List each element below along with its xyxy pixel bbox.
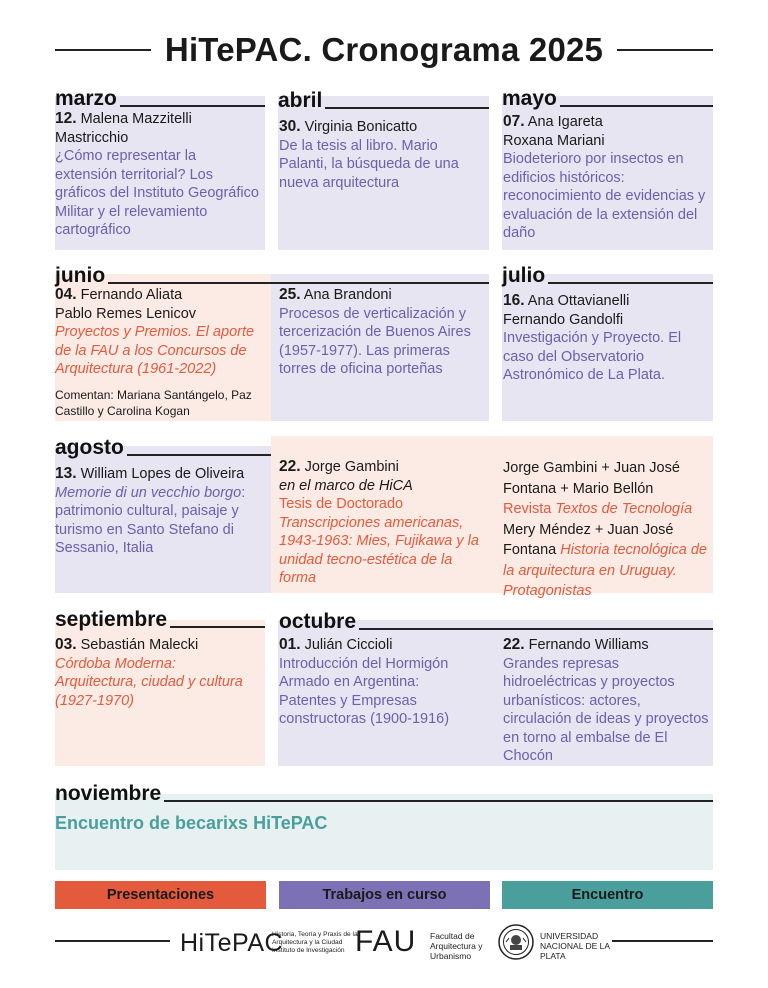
entry-author: Ana Igareta [527, 114, 603, 130]
month-label: noviembre [55, 782, 162, 805]
entry-date: 22. [279, 458, 301, 475]
unlp-seal-icon [498, 924, 534, 960]
entry-title: Córdoba Moderna: Arquitectura, ciudad y cultura (1927-1970) [55, 655, 243, 709]
entry-agosto-13 [55, 465, 267, 558]
entry-junio-25 [279, 286, 484, 379]
legend-encuentro: Encuentro [502, 881, 713, 909]
entry-date: 01. [279, 636, 301, 653]
entry-author-2: Pablo Remes Lenicov [55, 305, 197, 322]
month-header-marzo [55, 85, 265, 109]
entry-author: Jorge Gambini + Juan José Fontana + Mario Bellón [503, 460, 680, 497]
legend-trabajos: Trabajos en curso [279, 881, 490, 909]
entry-title: Transcripciones americanas, 1943-1963: Mies, Fujikawa y la unidad tecno-estética de la forma [279, 514, 479, 586]
entry-date: 13. [55, 465, 77, 482]
entry-journal: Textos de Tecnología [555, 501, 693, 517]
entry-author: Ana Ottavianelli [527, 293, 630, 309]
unlp-logo-text: UNIVERSIDAD NACIONAL DE LA PLATA [540, 931, 610, 961]
entry-abril-30 [279, 118, 484, 192]
entry-date: 03. [55, 636, 77, 653]
entry-title: De la tesis al libro. Mario Palanti, la búsqueda de una nueva arquitectura [279, 137, 459, 191]
entry-title: : patrimonio cultural, paisaje y turismo en Santo Stefano di Sessanio, Italia [55, 484, 246, 556]
entry-title: Proyectos y Premios. El aporte de la FAU a los Concursos de Arquitectura (1961-2022) [55, 324, 255, 377]
entry-noviembre: Encuentro de becarixs HiTePAC [55, 813, 328, 833]
entry-junio-04 [55, 286, 271, 419]
month-header-julio [502, 262, 713, 286]
fau-logo: FAU [355, 925, 417, 958]
entry-note: Comentan: Mariana Santángelo, Paz Castillo y Carolina Kogan [55, 387, 252, 418]
entry-title: Historia tecnológica de la arquitectura en Uruguay. Protagonistas [503, 542, 707, 599]
entry-title: Grandes represas hidroeléctricas y proyectos urbanísticos: actores, circulación de ideas y proyectos en torno al embalse de El Chocón [503, 655, 709, 764]
entry-author-2: Mery Méndez + Juan José Fontana [503, 521, 674, 558]
entry-title: Introducción del Hormigón Armado en Argentina: Patentes y Empresas constructoras (1900-1916) [279, 655, 450, 727]
month-header-noviembre [55, 780, 713, 804]
footer-rule-left [55, 940, 170, 942]
month-label: julio [502, 264, 546, 287]
entry-author: Jorge Gambini [304, 459, 399, 475]
entry-author: Sebastián Malecki [80, 637, 199, 653]
month-label: septiembre [55, 608, 168, 631]
month-header-octubre [279, 608, 713, 632]
entry-label: Revista [503, 501, 552, 517]
month-label: agosto [55, 436, 124, 459]
month-header-septiembre [55, 606, 265, 630]
entry-mayo-07 [503, 113, 711, 243]
entry-title: Investigación y Proyecto. El caso del Observatorio Astronómico de La Plata. [503, 330, 682, 383]
entry-author: Fernando Aliata [80, 287, 183, 303]
month-header-mayo [502, 85, 713, 109]
entry-label: Tesis de Doctorado [279, 496, 404, 512]
title-rule-right [617, 49, 713, 51]
page-title: HiTePAC. Cronograma 2025 [164, 31, 604, 68]
entry-title: Procesos de verticalización y tercerización de Buenos Aires (1957-1977). Las primeras torres de oficina porteñas [279, 305, 471, 377]
entry-title-italic: Memorie di un vecchio borgo [55, 484, 242, 501]
entry-context: en el marco de HiCA [279, 477, 413, 494]
entry-julio-16 [503, 292, 708, 385]
entry-title: ¿Cómo representar la extensión territorial? Los gráficos del Instituto Geográfico Militar y el relevamiento cartográfico [55, 148, 259, 238]
entry-author: William Lopes de Oliveira [80, 466, 245, 482]
entry-date: 04. [55, 286, 77, 303]
entry-author: Ana Brandoni [303, 287, 392, 303]
entry-author: Virginia Bonicatto [304, 119, 418, 135]
entry-agosto-revista [503, 458, 713, 602]
entry-date: 30. [279, 118, 301, 135]
entry-octubre-01 [279, 636, 479, 729]
month-header-agosto [55, 434, 271, 458]
legend-presentaciones: Presentaciones [55, 881, 266, 909]
footer-rule-right [612, 940, 713, 942]
month-label: junio [55, 264, 106, 287]
entry-marzo-12 [55, 110, 260, 240]
entry-title: Biodeterioro por insectos en edificios históricos: reconocimiento de evidencias y evaluación de la extensión del daño [503, 151, 706, 241]
entry-author-2: Fernando Gandolfi [503, 311, 624, 328]
entry-author: Fernando Williams [528, 637, 649, 653]
title-bar [55, 28, 713, 72]
entry-author: Malena Mazzitelli Mastricchio [55, 111, 192, 146]
entry-septiembre-03 [55, 636, 260, 710]
month-label: mayo [502, 87, 557, 110]
month-header-abril [278, 87, 489, 111]
month-label: octubre [279, 610, 357, 633]
entry-author-2: Roxana Mariani [503, 132, 605, 149]
entry-octubre-22 [503, 636, 711, 766]
entry-date: 25. [279, 286, 301, 303]
fau-logo-subtitle: Facultad de Arquitectura y Urbanismo [430, 931, 483, 961]
entry-date: 12. [55, 110, 77, 127]
month-header-junio [55, 262, 489, 286]
hitepac-logo: HiTePAC [180, 929, 284, 957]
hitepac-logo-subtitle: Historia, Teoría y Praxis de la Arquitectura y la Ciudad Instituto de Investigación [272, 931, 358, 954]
entry-agosto-22 [279, 458, 489, 588]
month-label: abril [278, 89, 323, 112]
month-label: marzo [55, 87, 117, 110]
entry-date: 16. [503, 292, 525, 309]
entry-date: 07. [503, 113, 525, 130]
title-rule-left [55, 49, 151, 51]
entry-author: Julián Ciccioli [304, 637, 393, 653]
entry-date: 22. [503, 636, 525, 653]
